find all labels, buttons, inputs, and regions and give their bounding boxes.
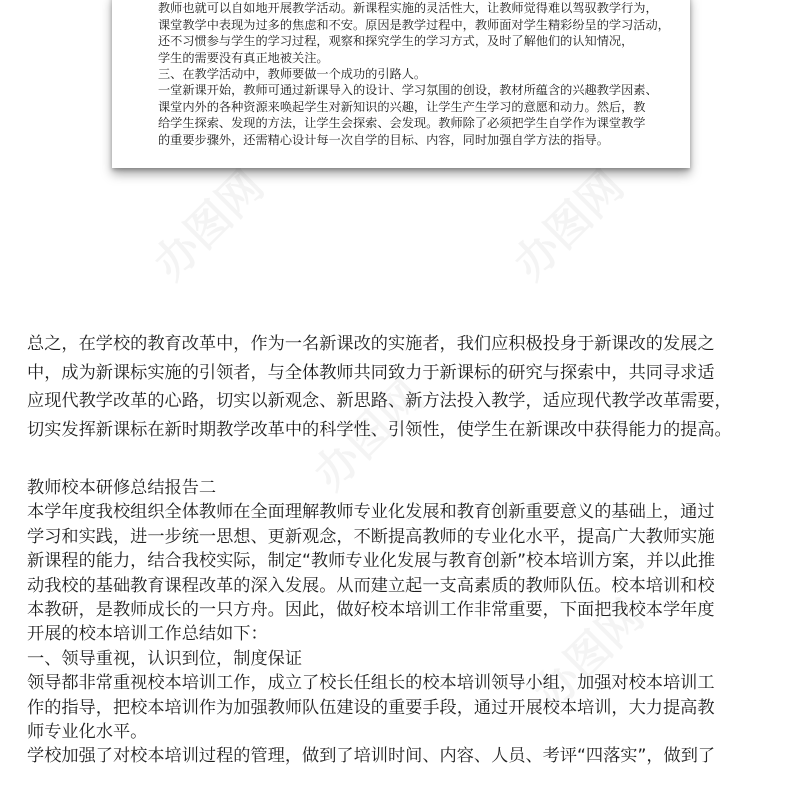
card-line: 的重要步骤外，还需精心设计每一次自学的目标、内容，同时加强自学方法的指导。 (158, 132, 609, 147)
card-line: 教师也就可以自如地开展教学活动。新课程实施的灵活性大，让教师觉得难以驾驭教学行为， (158, 1, 658, 16)
card-text-block (158, 0, 670, 148)
watermark-logo (497, 153, 636, 292)
summary-line: 总之，在学校的教育改革中，作为一名新课改的实施者，我们应积极投身于新课改的发展之 (27, 334, 715, 354)
card-line: 课堂内外的各种资源来唤起学生对新知识的兴趣，让学生产生学习的意愿和动力。然后，教 (158, 99, 646, 114)
card-line: 还不习惯参与学生的学习过程，观察和探究学生的学习方式，及时了解他们的认知情况， (158, 34, 634, 49)
section-line: 师专业化水平。 (27, 722, 148, 743)
report-line: 新课程的能力，结合我校实际，制定“教师专业化发展与教育创新”校本培训方案，并以此推 (27, 551, 716, 572)
summary-line: 中，成为新课标实施的引领者，与全体教师共同致力于新课标的研究与探索中，共同寻求适 (27, 362, 715, 383)
card-line: 给学生探索、发现的方法，让学生会探索、会发现。教师除了必须把学生自学作为课堂教学 (158, 116, 646, 131)
card-line: 学生的需要没有真正地被关注。 (158, 50, 329, 65)
document-preview-card (112, 0, 690, 168)
card-line: 一堂新课开始，教师可通过新课导入的设计、学习氛围的创设，教材所蕴含的兴趣教学因素、 (158, 83, 658, 98)
section-line: 学校加强了对校本培训过程的管理，做到了培训时间、内容、人员、考评“四落实”，做到了 (27, 746, 716, 767)
summary-line: 切实发挥新课标在新时期教学改革中的科学性、引领性，使学生在新课改中获得能力的提高。 (27, 419, 732, 440)
report-line: 动我校的基础教育课程改革的深入发展。从而建立起一支高素质的教师队伍。校本培训和校 (27, 575, 715, 596)
watermark-logo (137, 153, 276, 292)
report-line: 本学年度我校组织全体教师在全面理解教师专业化发展和教育创新重要意义的基础上，通过 (27, 502, 715, 523)
report-title: 教师校本研修总结报告二 (27, 478, 217, 498)
summary-paragraph (27, 330, 787, 444)
card-line: 课堂教学中表现为过多的焦虑和不安。原因是教学过程中，教师面对学生精彩纷呈的学习活动， (158, 17, 670, 32)
section-line: 领导都非常重视校本培训工作，成立了校长任组长的校本培训领导小组，加强对校本培训工 (27, 673, 715, 694)
report-section (27, 476, 787, 769)
report-line: 开展的校本培训工作总结如下： (27, 624, 268, 645)
section-heading: 一、领导重视，认识到位，制度保证 (27, 648, 303, 669)
card-line: 三、在教学活动中，教师要做一个成功的引路人。 (158, 66, 427, 81)
report-line: 本教研，是教师成长的一只方舟。因此，做好校本培训工作非常重要，下面把我校本学年度 (27, 600, 715, 621)
summary-line: 应现代教学改革的心路，切实以新观念、新思路、新方法投入教学，适应现代教学改革需要， (27, 391, 732, 411)
report-line: 学习和实践，进一步统一思想、更新观念，不断提高教师的专业化水平，提高广大教师实施 (27, 526, 715, 547)
section-line: 作的指导，把校本培训作为加强教师队伍建设的重要手段，通过开展校本培训，大力提高教 (27, 697, 715, 718)
